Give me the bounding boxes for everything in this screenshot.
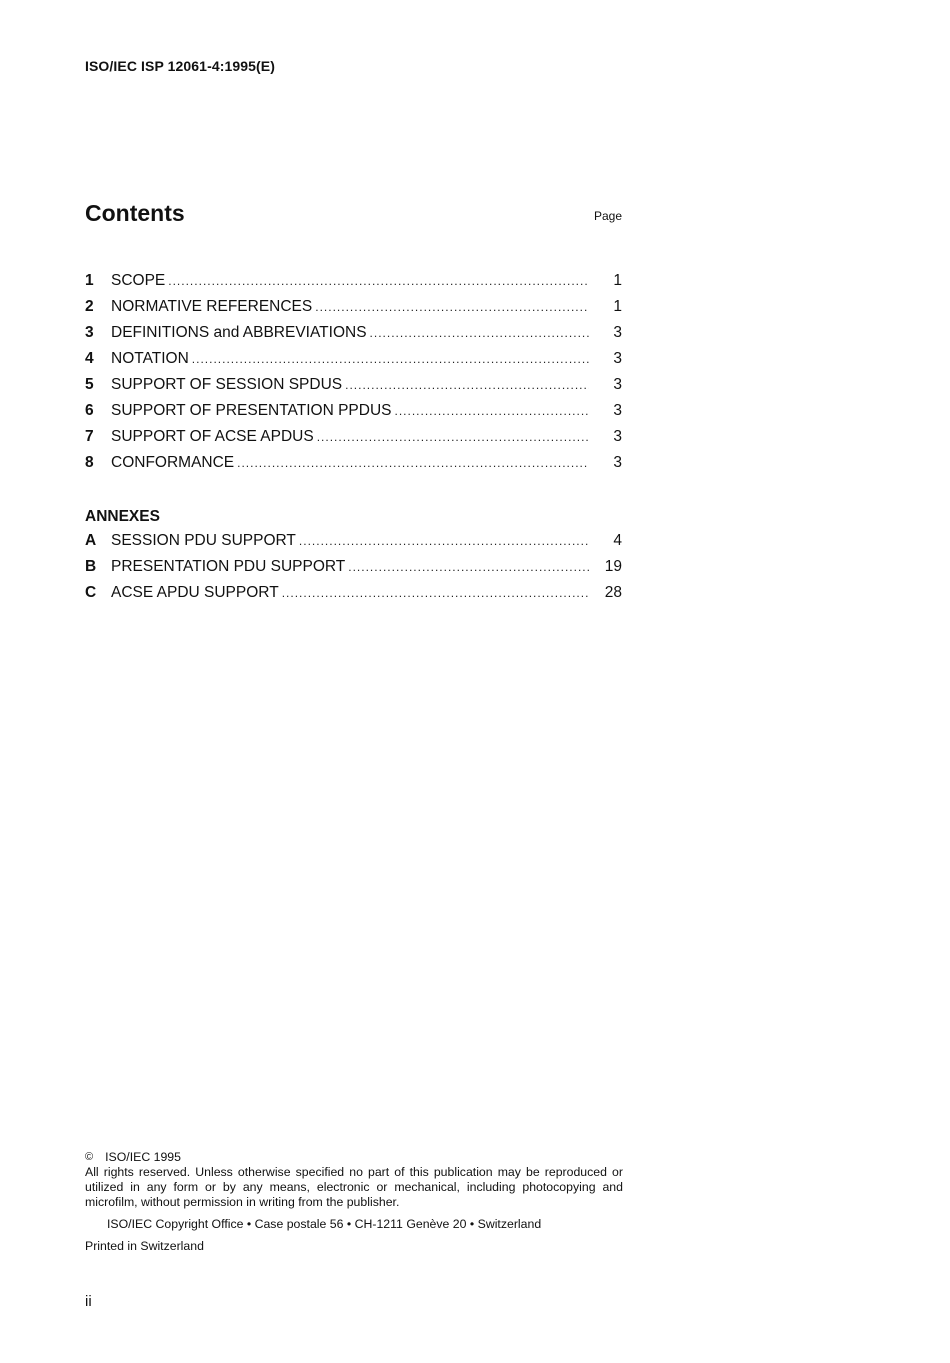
copyright-line [85,1150,623,1165]
dot-leader [348,560,589,574]
toc-entry-title: NORMATIVE REFERENCES [111,298,313,315]
toc-entry-title: NOTATION [111,350,189,367]
toc-entry-title: SUPPORT OF ACSE APDUS [111,428,314,445]
toc-entry-title: PRESENTATION PDU SUPPORT [111,558,346,575]
toc-entry-page: 1 [613,298,622,315]
toc-entry-1[interactable] [85,272,622,298]
contents-title: Contents [85,200,185,226]
dot-leader [315,300,589,314]
document-identifier: ISO/IEC ISP 12061-4:1995(E) [85,58,275,74]
annexes-heading: ANNEXES [85,508,160,525]
toc-entry-title: SUPPORT OF PRESENTATION PPDUS [111,402,392,419]
toc-entry-number: 4 [85,350,94,367]
toc-entry-7[interactable] [85,428,622,454]
toc-entry-number: 7 [85,428,94,445]
copyright-owner: ISO/IEC 1995 [105,1150,181,1164]
dot-leader [168,274,589,288]
page-number: ii [85,1293,92,1310]
toc-entry-2[interactable] [85,298,622,324]
toc-entry-3[interactable] [85,324,622,350]
toc-entry-title: DEFINITIONS and ABBREVIATIONS [111,324,367,341]
toc-entry-4[interactable] [85,350,622,376]
dot-leader [345,378,589,392]
toc-entry-6[interactable] [85,402,622,428]
table-of-contents [85,272,622,480]
toc-entry-number: 3 [85,324,94,341]
toc-entry-page: 3 [613,402,622,419]
rights-text: All rights reserved. Unless otherwise specified no part of this publication may be reproduced or utilized in any form or by any means, electronic or mechanical, including photocopying and microfilm, without permission in writing from the publisher. [85,1165,623,1209]
printed-in: Printed in Switzerland [85,1239,204,1253]
copyright-icon: © [85,1151,94,1163]
toc-entry-number: 2 [85,298,94,315]
toc-entry-page: 3 [613,428,622,445]
toc-entry-number: 5 [85,376,94,393]
toc-entry-page: 3 [613,454,622,471]
toc-entry-number: 8 [85,454,94,471]
dot-leader [282,586,589,600]
dot-leader [299,534,589,548]
toc-entry-page: 28 [604,584,622,601]
page-column-label: Page [593,209,622,223]
toc-entry-page: 3 [613,324,622,341]
dot-leader [237,456,589,470]
toc-entry-page: 19 [604,558,622,575]
dot-leader [192,352,589,366]
toc-entry-page: 3 [613,350,622,367]
copyright-office: ISO/IEC Copyright Office • Case postale 56 • CH-1211 Genève 20 • Switzerland [107,1217,542,1231]
toc-entry-number: 6 [85,402,94,419]
dot-leader [370,326,589,340]
toc-entry-page: 1 [613,272,622,289]
toc-entry-title: SCOPE [111,272,166,289]
toc-entry-5[interactable] [85,376,622,402]
toc-entry-page: 3 [613,376,622,393]
toc-annex-a[interactable] [85,532,622,558]
copyright-notice [85,1150,623,1254]
annex-list [85,532,622,610]
dot-leader [394,404,589,418]
toc-entry-title: ACSE APDU SUPPORT [111,584,279,601]
dot-leader [317,430,589,444]
toc-entry-number: A [85,532,97,549]
toc-annex-c[interactable] [85,584,622,610]
toc-entry-8[interactable] [85,454,622,480]
toc-annex-b[interactable] [85,558,622,584]
toc-entry-number: C [85,584,97,601]
contents-header [85,200,622,230]
toc-entry-number: B [85,558,97,575]
toc-entry-title: SUPPORT OF SESSION SPDUS [111,376,343,393]
toc-entry-number: 1 [85,272,94,289]
toc-entry-title: CONFORMANCE [111,454,235,471]
toc-entry-title: SESSION PDU SUPPORT [111,532,296,549]
toc-entry-page: 4 [613,532,622,549]
